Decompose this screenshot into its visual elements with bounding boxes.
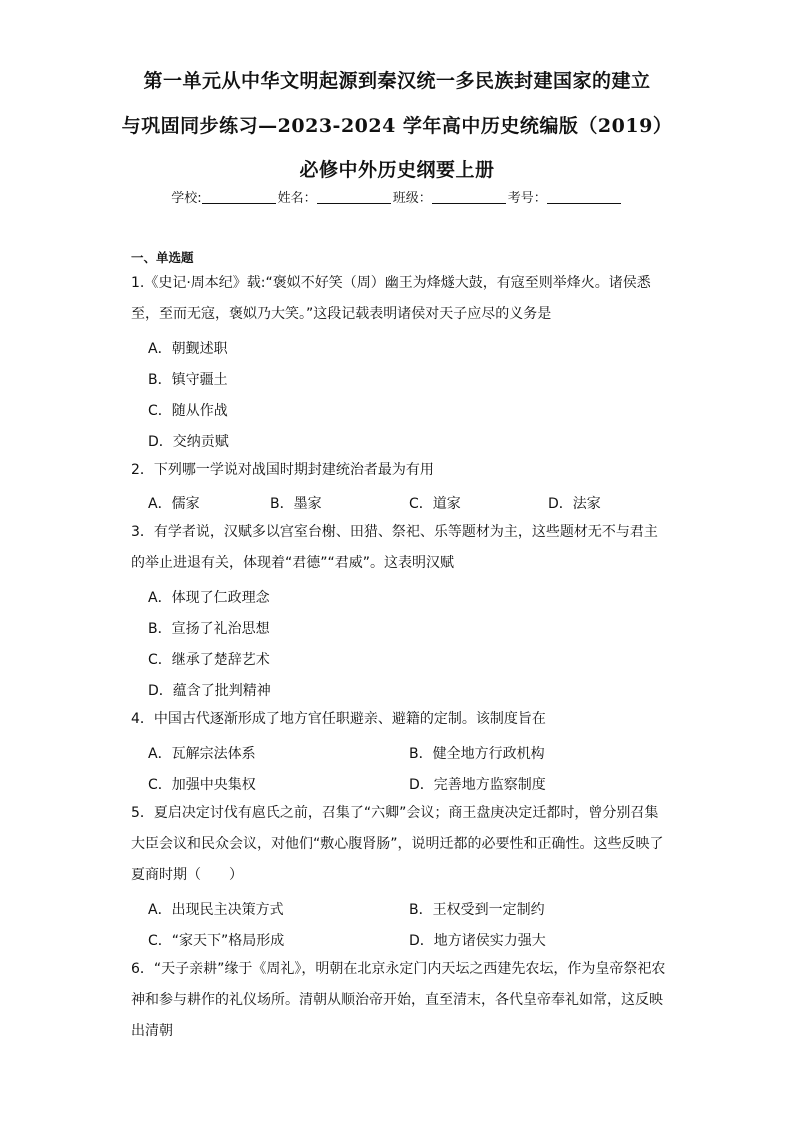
question-2 — [131, 455, 666, 486]
question-stem-line: 大臣会议和民众会议，对他们“敷心腹肾肠”，说明迁都的必要性和正确性。这些反映了 — [131, 836, 664, 852]
id-label: 考号： — [507, 191, 547, 206]
question-stem-line: 的举止进退有关，体现着“君德”“君威”。这表明汉赋 — [131, 555, 455, 571]
option-d: D．法家 — [548, 496, 601, 512]
option-a: A．出现民主决策方式 — [148, 902, 284, 918]
option-b: B．墨家 — [270, 496, 322, 512]
question-stem-line: 6．“天子亲耕”缘于《周礼》，明朝在北京永定门内天坛之西建先农坛，作为皇帝祭祀农 — [131, 961, 666, 977]
class-label: 班级： — [392, 191, 432, 206]
option-d: D．交纳贡赋 — [148, 434, 229, 450]
question-stem-line: 夏商时期（ ） — [131, 867, 243, 883]
question-stem-line: 5．夏启决定讨伐有扈氏之前，召集了“六卿”会议；商王盘庚决定迁都时，曾分别召集 — [131, 805, 659, 821]
option-a: A．儒家 — [148, 496, 200, 512]
option-d: D．蕴含了批判精神 — [148, 683, 271, 699]
question-stem-line: 至，至而无寇，褒姒乃大笑。”这段记载表明诸侯对天子应尽的义务是 — [131, 306, 552, 322]
option-b: B．镇守疆土 — [148, 372, 228, 388]
question-stem-line: 出清朝 — [131, 1023, 173, 1039]
student-info-row — [0, 187, 794, 206]
option-a: A．朝觐述职 — [148, 341, 228, 357]
option-c: C．随从作战 — [148, 403, 228, 419]
school-blank — [202, 191, 276, 204]
question-stem-line: 神和参与耕作的礼仪场所。清朝从顺治帝开始，直至清末，各代皇帝奉礼如常，这反映 — [131, 992, 663, 1008]
section-title: 一、单选题 — [131, 250, 194, 265]
option-a: A．瓦解宗法体系 — [148, 746, 256, 762]
option-c: C．加强中央集权 — [148, 777, 256, 793]
question-stem-line: 1.《史记·周本纪》载:“褒姒不好笑（周）幽王为烽燧大鼓，有寇至则举烽火。诸侯悉 — [131, 275, 651, 291]
title-line-3: 必修中外历史纲要上册 — [299, 159, 495, 181]
option-b: B．宣扬了礼治思想 — [148, 621, 270, 637]
school-label: 学校: — [171, 191, 202, 206]
option-c: C．继承了楚辞艺术 — [148, 652, 270, 668]
option-c: C．道家 — [409, 496, 461, 512]
id-blank — [547, 191, 621, 204]
option-b: B．王权受到一定制约 — [409, 902, 545, 918]
title-line-1: 第一单元从中华文明起源到秦汉统一多民族封建国家的建立 — [143, 70, 651, 92]
option-a: A．体现了仁政理念 — [148, 590, 270, 606]
title-line-2: 与巩固同步练习—2023-2024 学年高中历史统编版（2019） — [121, 115, 673, 137]
question-stem-line: 4．中国古代逐渐形成了地方官任职避亲、避籍的定制。该制度旨在 — [131, 711, 546, 727]
option-d: D．地方诸侯实力强大 — [409, 933, 546, 949]
name-blank — [317, 191, 391, 204]
name-label: 姓名： — [277, 191, 317, 206]
question-stem-line: 2．下列哪一学说对战国时期封建统治者最为有用 — [131, 462, 434, 478]
question-3 — [131, 517, 666, 579]
question-1 — [131, 268, 666, 330]
option-c: C．“家天下”格局形成 — [148, 933, 285, 949]
question-stem-line: 3．有学者说，汉赋多以宫室台榭、田猎、祭祀、乐等题材为主，这些题材无不与君主 — [131, 524, 658, 540]
question-4 — [131, 704, 666, 735]
question-6 — [131, 954, 666, 1047]
option-d: D．完善地方监察制度 — [409, 777, 546, 793]
class-blank — [432, 191, 506, 204]
question-5 — [131, 798, 666, 891]
option-b: B．健全地方行政机构 — [409, 746, 545, 762]
